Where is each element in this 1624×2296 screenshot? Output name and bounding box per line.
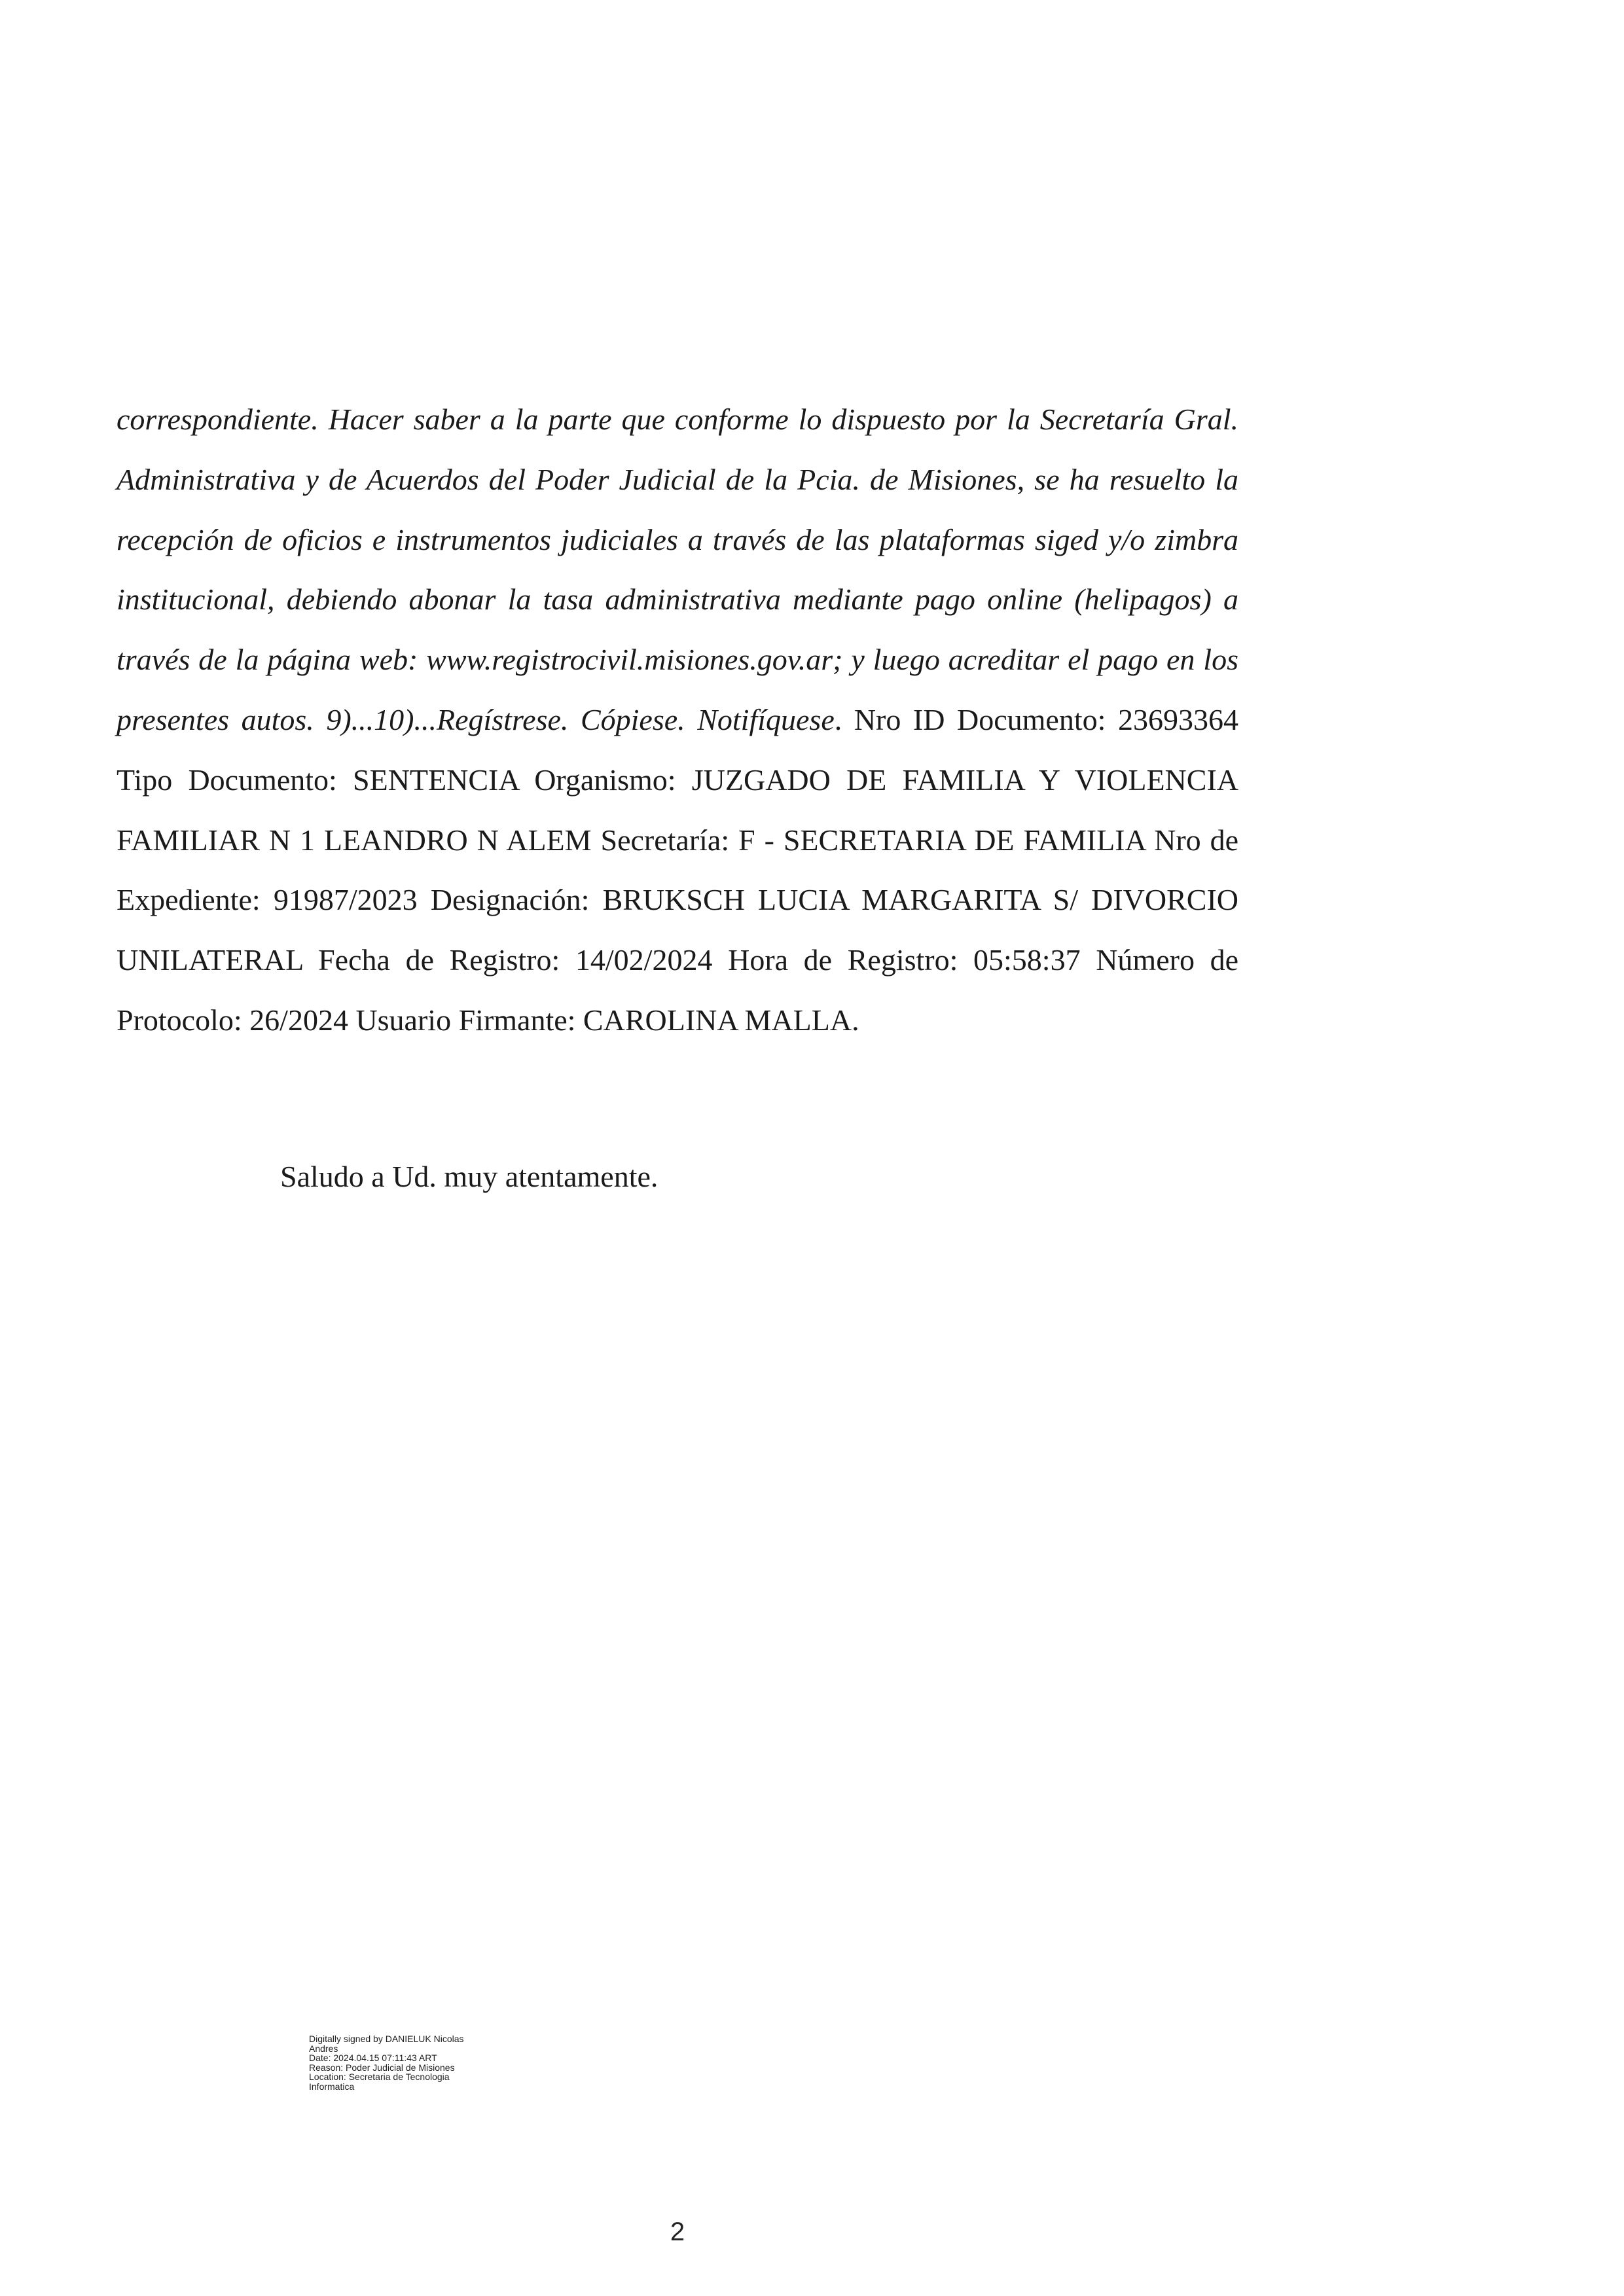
page-number: 2 xyxy=(670,2217,685,2246)
signature-line: Location: Secretaria de Tecnologia xyxy=(309,2072,450,2082)
signature-line: Andres xyxy=(309,2043,338,2054)
closing-salutation: Saludo a Ud. muy atentamente. xyxy=(280,1160,659,1193)
document-metadata-text: Nro ID Documento: 23693364 Tipo Documento: SENTENCIA Organismo: JUZGADO DE FAMILIA Y VIOLENCIA FAMILIAR N 1 LEANDRO N ALEM Secretaría: F - SECRETARIA DE FAMILIA Nro de Expediente: 91987/2023 Designación: BRUKSCH LUCIA MARGARITA S/ DIVORCIO UNILATERAL Fecha de Registro: 14/02/2024 Hora de Registro: 05:58:37 Número de Protocolo: 26/2024 Usuario Firmante: CAROLINA MALLA. xyxy=(117,702,1238,1037)
signature-line: Reason: Poder Judicial de Misiones xyxy=(309,2062,455,2073)
digital-signature-block xyxy=(309,2034,518,2091)
signature-line: Digitally signed by DANIELUK Nicolas xyxy=(309,2034,464,2044)
italic-resolution-text: correspondiente. Hacer saber a la parte que conforme lo dispuesto por la Secretaría Gral. Administrativa y de Acuerdos del Poder Judicial de la Pcia. de Misiones, se ha resuelto la recepción de oficios e instrumentos judiciales a través de las plataformas siged y/o zimbra institucional, debiendo abonar la tasa administrativa mediante pago online (helipagos) a través de la página web: www.registrocivil.misiones.gov.ar; y luego acreditar el pago en los presentes autos. 9)...10)...Regístrese. Cópiese. Notifíquese xyxy=(117,403,1238,736)
separator-text: . xyxy=(834,702,842,736)
signature-line: Informatica xyxy=(309,2081,355,2092)
signature-line: Date: 2024.04.15 07:11:43 ART xyxy=(309,2053,437,2063)
body-paragraph xyxy=(117,389,1238,1050)
